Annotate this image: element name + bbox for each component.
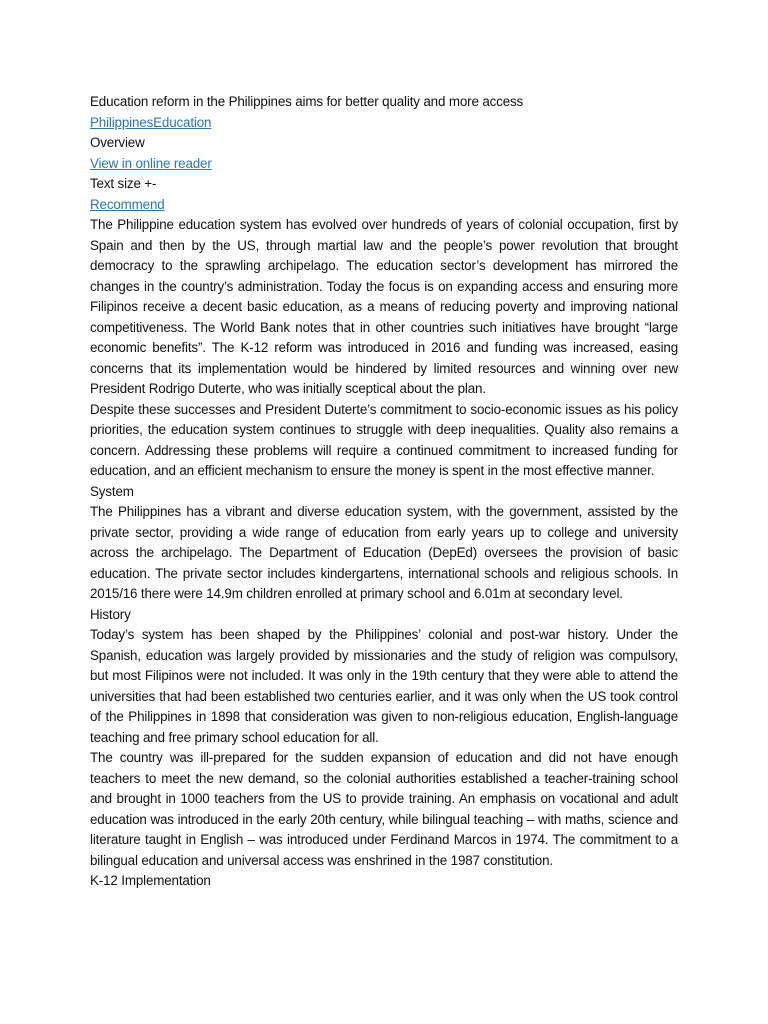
section-heading-k12: K-12 Implementation [90,873,211,888]
intro-paragraph: Despite these successes and President Duterte’s commitment to socio-economic issues as his policy priorities, the education system continues to struggle with deep inequalities. Quality also remains a concern. Addressing these problems will require a continued commitment to increased funding for education, and an efficient mechanism to ensure the money is spent in the most effective manner. [90,401,678,478]
document-body [90,92,678,892]
system-paragraph: The Philippines has a vibrant and diverse education system, with the government, assisted by the private sector, providing a wide range of education from early years up to college and university across the archipelago. The Department of Education (DepEd) oversees the provision of basic education. The private sector includes kindergartens, international schools and religious schools. In 2015/16 there were 14.9m children enrolled at primary school and 6.01m at secondary level. [90,504,678,601]
history-paragraph: The country was ill-prepared for the sudden expansion of education and did not have enough teachers to meet the new demand, so the colonial authorities established a teacher-training school and brought in 1000 teachers from the US to provide training. An emphasis on vocational and adult education was introduced in the early 20th century, while bilingual teaching – with maths, science and literature taught in English – was introduced under Ferdinand Marcos in 1974. The commitment to a bilingual education and universal access was enshrined in the 1987 constitution. [90,750,678,868]
text-size-control[interactable]: Text size +- [90,176,157,191]
article-title: Education reform in the Philippines aims for better quality and more access [90,94,524,109]
history-paragraph: Today’s system has been shaped by the Philippines’ colonial and post-war history. Under the Spanish, education was largely provided by missionaries and the study of religion was compulsory, but most Filipinos were not included. It was only in the 19th century that they were able to attend the universities that had been established two centuries earlier, and it was only when the US took control of the Philippines in 1898 that consideration was given to non-religious education, English-language teaching and free primary school education for all. [90,627,678,745]
section-heading-history: History [90,606,131,622]
overview-label: Overview [90,135,145,150]
recommend-link[interactable]: Recommend [90,196,165,212]
intro-paragraph: The Philippine education system has evolved over hundreds of years of colonial occupation, first by Spain and then by the US, through martial law and the people’s power revolution that brought democracy to the sprawling archipelago. The education sector’s development has mirrored the changes in the country’s administration. Today the focus is on expanding access and ensuring more Filipinos receive a decent basic education, as a means of reducing poverty and improving national competitiveness. The World Bank notes that in other countries such initiatives have brought “large economic benefits”. The K-12 reform was introduced in 2016 and funding was increased, easing concerns that its implementation would be hindered by limited resources and winning over new President Rodrigo Duterte, who was initially sceptical about the plan. [90,217,678,396]
online-reader-link[interactable]: View in online reader [90,155,212,171]
section-heading-system: System [90,483,134,499]
tags-link[interactable]: PhilippinesEducation [90,114,212,130]
